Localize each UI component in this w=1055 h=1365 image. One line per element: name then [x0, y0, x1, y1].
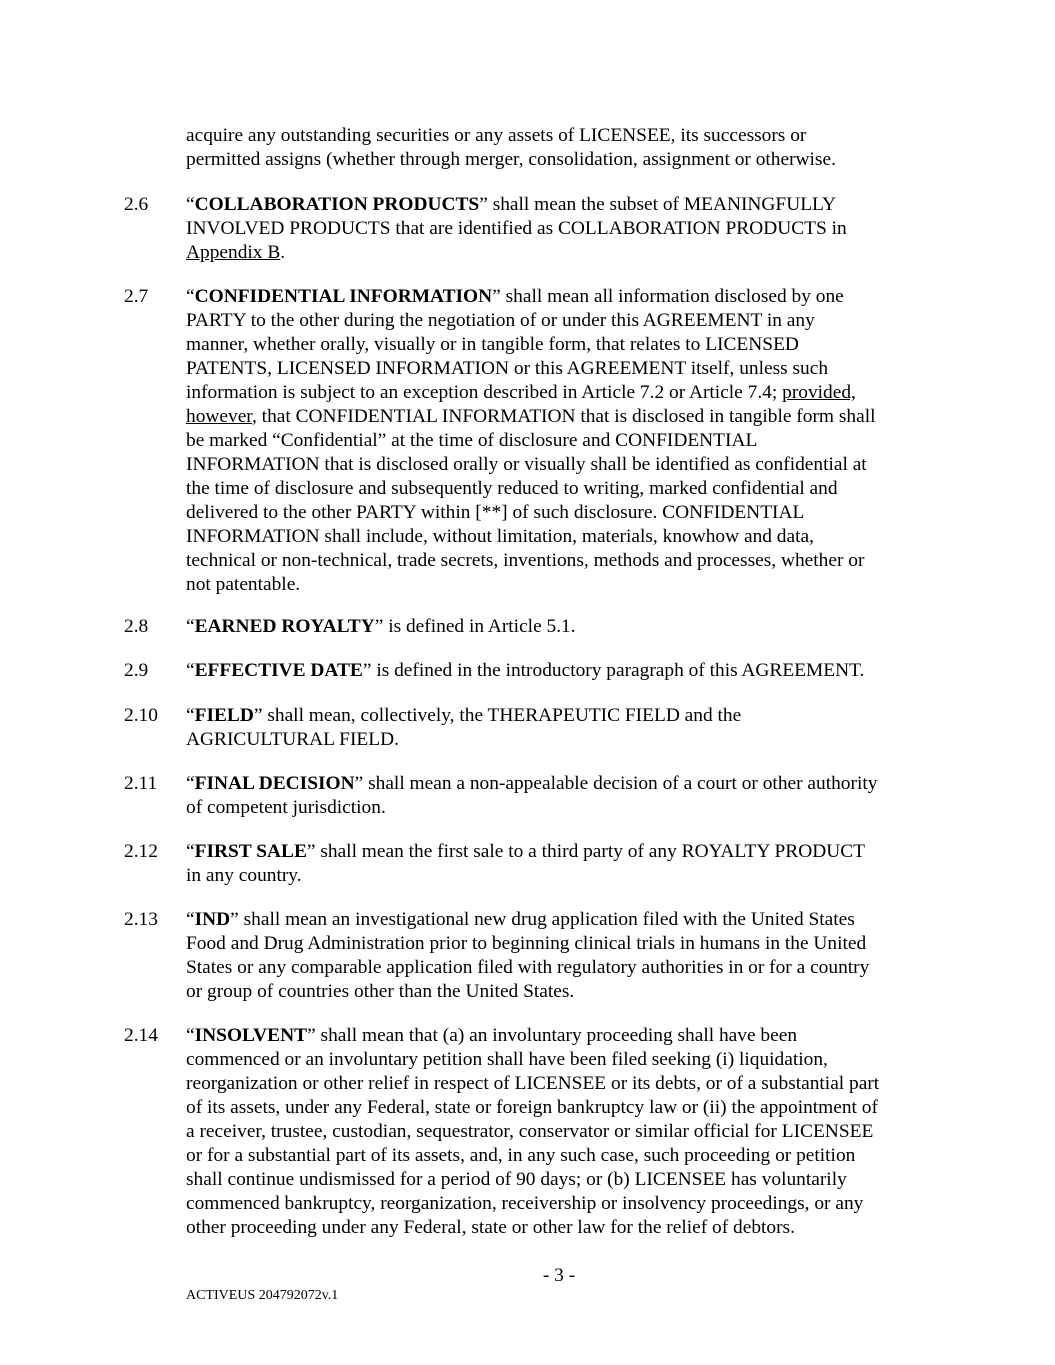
defined-term: EFFECTIVE DATE [194, 660, 363, 681]
definition-text: , that CONFIDENTIAL INFORMATION that is disclosed in tangible form shall [251, 406, 876, 427]
text-line: in any country. [186, 865, 302, 886]
definition-text: ” shall mean an investigational new drug application filed with the United States [230, 909, 855, 930]
text-line: shall continue undismissed for a period of 90 days; or (b) LICENSEE has voluntarily [186, 1169, 847, 1190]
open-quote: “ [186, 286, 195, 307]
section-number: 2.7 [124, 286, 149, 307]
definition-text: . [280, 242, 286, 263]
text-line: AGRICULTURAL FIELD. [186, 729, 399, 750]
section-body [186, 704, 931, 752]
section-number: 2.8 [124, 616, 149, 637]
definition-text: ” shall mean that (a) an involuntary proceeding shall have been [307, 1025, 798, 1046]
text-line: of its assets, under any Federal, state or foreign bankruptcy law or (ii) the appointment of [186, 1097, 878, 1118]
defined-term: FINAL DECISION [194, 773, 355, 794]
text-line: acquire any outstanding securities or any assets of LICENSEE, its successors or [186, 125, 807, 146]
text-line: INFORMATION shall include, without limitation, materials, knowhow and data, [186, 526, 814, 547]
defined-term: COLLABORATION PRODUCTS [194, 194, 480, 215]
text-line: INFORMATION that is disclosed orally or visually shall be identified as confidential at [186, 454, 867, 475]
text-line: be marked “Confidential” at the time of disclosure and CONFIDENTIAL [186, 430, 758, 451]
text-line: of competent jurisdiction. [186, 797, 386, 818]
definition-text: ” shall mean all information disclosed by one [492, 286, 844, 307]
section-number: 2.14 [124, 1025, 158, 1046]
text-line: a receiver, trustee, custodian, sequestrator, conservator or similar official for LICENSEE [186, 1121, 874, 1142]
open-quote: “ [186, 194, 195, 215]
definition-text: ” shall mean, collectively, the THERAPEUTIC FIELD and the [253, 705, 742, 726]
text-line: commenced or an involuntary petition shall have been filed seeking (i) liquidation, [186, 1049, 828, 1070]
appendix-reference: Appendix B [186, 242, 281, 263]
defined-term: EARNED ROYALTY [194, 616, 375, 637]
text-line: technical or non-technical, trade secrets, inventions, methods and processes, whether or [186, 550, 865, 571]
however-underline: however [186, 406, 252, 427]
defined-term: CONFIDENTIAL INFORMATION [194, 286, 493, 307]
open-quote: “ [186, 616, 195, 637]
definition-text: information is subject to an exception described in Article 7.2 or Article 7.4; [186, 382, 783, 403]
section-body [186, 193, 931, 265]
defined-term: INSOLVENT [194, 1025, 308, 1046]
open-quote: “ [186, 660, 195, 681]
text-line: States or any comparable application filed with regulatory authorities in or for a country [186, 957, 870, 978]
definition-text: ” shall mean the subset of MEANINGFULLY [479, 194, 836, 215]
text-line: other proceeding under any Federal, state or other law for the relief of debtors. [186, 1217, 795, 1238]
text-line: commenced bankruptcy, reorganization, receivership or insolvency proceedings, or any [186, 1193, 864, 1214]
section-body [186, 908, 931, 1004]
open-quote: “ [186, 1025, 195, 1046]
defined-term: IND [194, 909, 231, 930]
text-line: not patentable. [186, 574, 301, 595]
document-id: ACTIVEUS 204792072v.1 [186, 1288, 339, 1303]
open-quote: “ [186, 705, 195, 726]
text-line: PARTY to the other during the negotiation of or under this AGREEMENT in any [186, 310, 815, 331]
section-body [186, 659, 931, 683]
text-line: permitted assigns (whether through merger, consolidation, assignment or otherwise. [186, 149, 836, 170]
section-body [186, 285, 931, 597]
section-body [186, 772, 931, 820]
section-body [186, 840, 931, 888]
section-body [186, 1024, 931, 1240]
definition-text: ” is defined in the introductory paragraph of this AGREEMENT. [362, 660, 865, 681]
definition-text: ” is defined in Article 5.1. [374, 616, 576, 637]
section-body [186, 615, 931, 639]
text-line: INVOLVED PRODUCTS that are identified as COLLABORATION PRODUCTS in [186, 218, 847, 239]
text-line: PATENTS, LICENSED INFORMATION or this AGREEMENT itself, unless such [186, 358, 829, 379]
open-quote: “ [186, 841, 195, 862]
section-number: 2.11 [124, 773, 158, 794]
text-line: or group of countries other than the United States. [186, 981, 575, 1002]
section-number: 2.9 [124, 660, 149, 681]
provided-underline: provided, [782, 382, 856, 403]
section-number: 2.12 [124, 841, 158, 862]
section-number: 2.6 [124, 194, 149, 215]
text-line: or for a substantial part of its assets, and, in any such case, such proceeding or petition [186, 1145, 856, 1166]
text-line: Food and Drug Administration prior to beginning clinical trials in humans in the United [186, 933, 867, 954]
open-quote: “ [186, 909, 195, 930]
section-number: 2.10 [124, 705, 158, 726]
text-line: the time of disclosure and subsequently reduced to writing, marked confidential and [186, 478, 838, 499]
text-line: delivered to the other PARTY within [**] of such disclosure. CONFIDENTIAL [186, 502, 805, 523]
definition-text: ” shall mean a non-appealable decision of a court or other authority [354, 773, 878, 794]
page-number: - 3 - [542, 1265, 576, 1286]
defined-term: FIELD [194, 705, 254, 726]
open-quote: “ [186, 773, 195, 794]
text-line: reorganization or other relief in respect of LICENSEE or its debts, or of a substantial part [186, 1073, 880, 1094]
text-line: manner, whether orally, visually or in tangible form, that relates to LICENSED [186, 334, 799, 355]
defined-term: FIRST SALE [194, 841, 307, 862]
section-number: 2.13 [124, 909, 158, 930]
definition-text: ” shall mean the first sale to a third party of any ROYALTY PRODUCT [306, 841, 865, 862]
continuation-paragraph [186, 124, 931, 172]
